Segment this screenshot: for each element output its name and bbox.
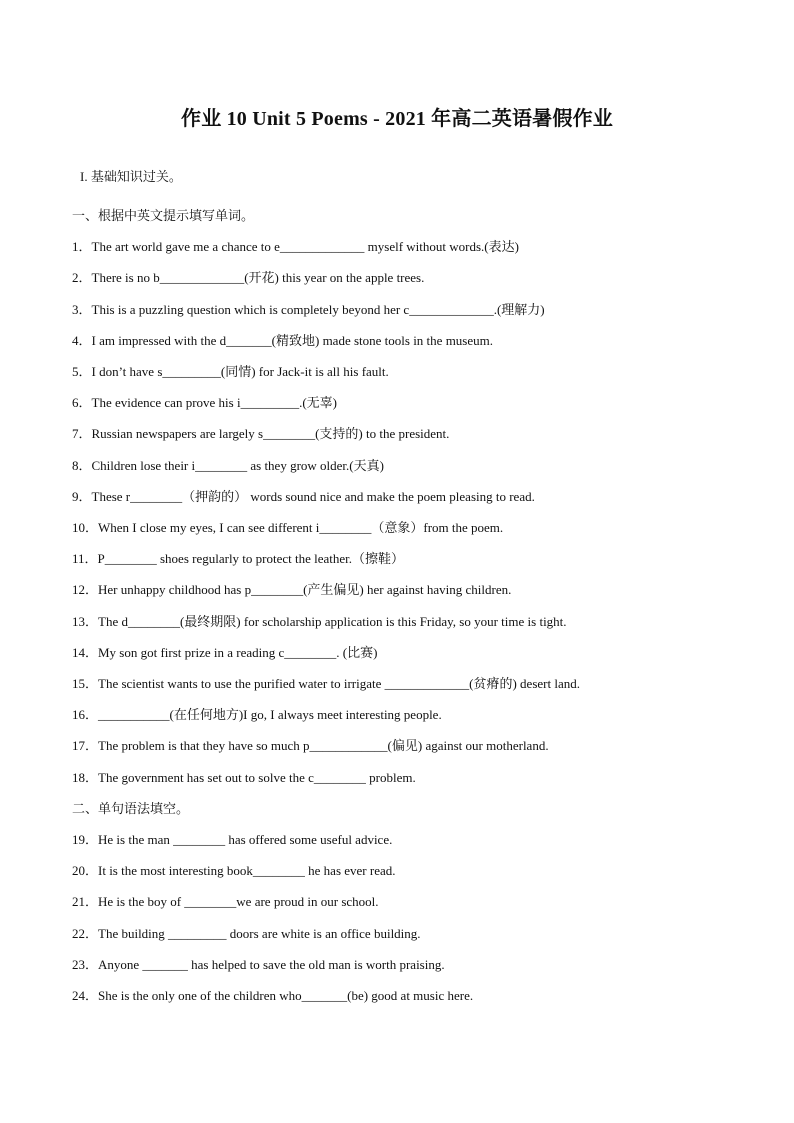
- question-item: 17．The problem is that they have so much p____________(偏见) against our motherland.: [72, 738, 549, 753]
- question-item: 1．The art world gave me a chance to e_____________ myself without words.(表达): [72, 239, 519, 254]
- question-item: 2．There is no b_____________(开花) this year on the apple trees.: [72, 270, 425, 285]
- question-item: 13．The d________(最终期限) for scholarship application is this Friday, so your time is tight.: [72, 614, 567, 629]
- question-item: 9．These r________（押韵的） words sound nice and make the poem pleasing to read.: [72, 489, 535, 504]
- section-heading-grammar: 二、单句语法填空。: [72, 801, 190, 816]
- question-item: 14．My son got first prize in a reading c________. (比赛): [72, 645, 378, 660]
- question-item: 4．I am impressed with the d_______(精致地) made stone tools in the museum.: [72, 333, 493, 348]
- question-item: 12．Her unhappy childhood has p________(产生偏见) her against having children.: [72, 582, 512, 597]
- question-item: 15．The scientist wants to use the purified water to irrigate _____________(贫瘠的) desert land.: [72, 676, 580, 691]
- part-heading: I. 基础知识过关。: [80, 169, 182, 184]
- question-item: 6．The evidence can prove his i_________.(无辜): [72, 395, 337, 410]
- question-item: 22．The building _________ doors are white is an office building.: [72, 926, 421, 941]
- question-item: 23．Anyone _______ has helped to save the old man is worth praising.: [72, 957, 445, 972]
- question-item: 3．This is a puzzling question which is completely beyond her c_____________.(理解力): [72, 302, 545, 317]
- question-item: 18．The government has set out to solve the c________ problem.: [72, 770, 416, 785]
- question-item: 10．When I close my eyes, I can see different i________（意象）from the poem.: [72, 520, 504, 535]
- question-item: 11．P________ shoes regularly to protect the leather.（擦鞋）: [72, 551, 405, 566]
- page-title: 作业 10 Unit 5 Poems - 2021 年高二英语暑假作业: [181, 108, 613, 130]
- question-item: 19．He is the man ________ has offered some useful advice.: [72, 832, 393, 847]
- section-heading-vocabulary: 一、根据中英文提示填写单词。: [72, 208, 255, 223]
- question-item: 24．She is the only one of the children who_______(be) good at music here.: [72, 988, 474, 1003]
- question-item: 21．He is the boy of ________we are proud in our school.: [72, 894, 379, 909]
- question-item: 7．Russian newspapers are largely s________(支持的) to the president.: [72, 426, 450, 441]
- question-item: 8．Children lose their i________ as they grow older.(天真): [72, 458, 384, 473]
- question-item: 5．I don’t have s_________(同情) for Jack-it is all his fault.: [72, 364, 389, 379]
- question-item: 16．___________(在任何地方)I go, I always meet interesting people.: [72, 707, 442, 722]
- question-item: 20．It is the most interesting book________ he has ever read.: [72, 863, 396, 878]
